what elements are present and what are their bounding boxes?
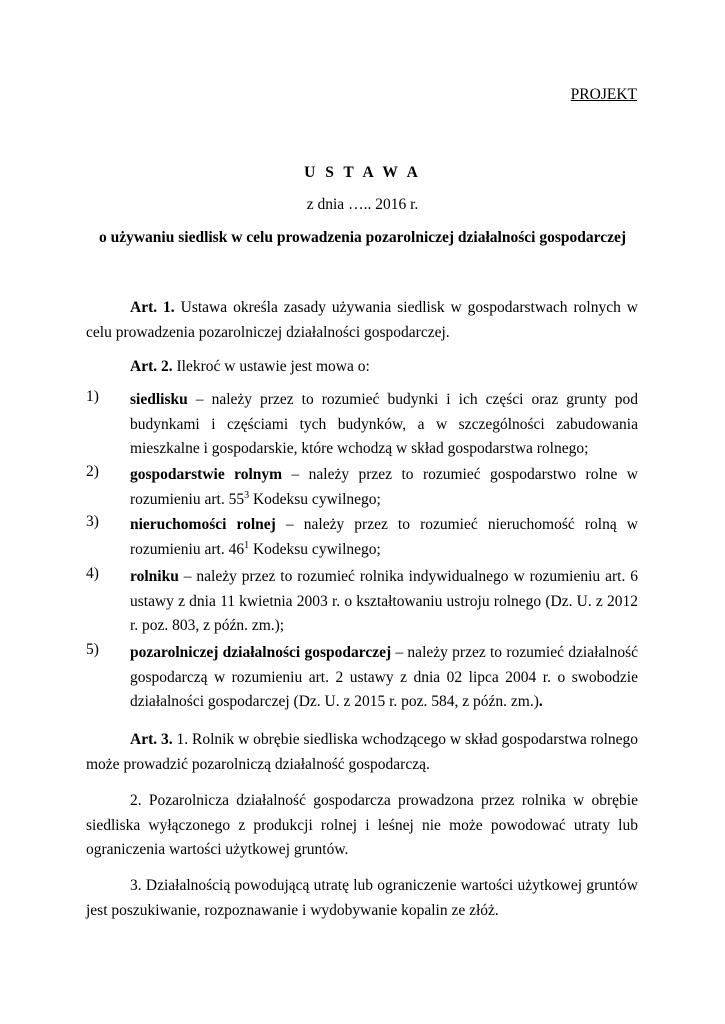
item-body (130, 388, 638, 462)
item-number: 2) (86, 463, 99, 480)
article-2 (86, 355, 638, 380)
item-text-end: . (538, 693, 543, 710)
item-superscript: 1 (244, 539, 250, 551)
article-1-label: Art. 1. (130, 299, 175, 316)
article-3-label-a: Art (130, 731, 154, 748)
item-term: siedlisku (130, 391, 188, 408)
item-superscript: 3 (244, 489, 250, 501)
item-text: – należy przez to rozumieć budynki i ich części oraz grunty pod budynkami i częściami tych budynków, a w szczególności zabudowania mieszkalne i gospodarskie, które wchodzą w skład gospodarstwa rolnego; (130, 391, 638, 457)
item-term: gospodarstwie rolnym (130, 466, 283, 483)
item-number: 3) (86, 513, 99, 530)
article-3-paragraph-1: 1. Rolnik w obrębie siedliska wchodzącego w skład gospodarstwa rolnego może prowadzić pozarolniczą działalność gospodarczą. (86, 731, 639, 773)
projekt-label: PROJEKT (570, 86, 637, 103)
definition-item (86, 388, 638, 462)
item-body (130, 513, 638, 562)
item-body (130, 641, 638, 715)
item-text: – należy przez to rozumieć nieruchomość rolną w rozumieniu art. 46 (130, 516, 638, 558)
item-text-end: Kodeksu cywilnego; (249, 490, 381, 508)
act-subject: o używaniu siedlisk w celu prowadzenia pozarolniczej działalności gospodarczej (98, 229, 626, 246)
item-term: nieruchomości rolnej (130, 516, 276, 533)
article-2-label: Art. 2. (130, 358, 173, 375)
item-text-end: Kodeksu cywilnego; (249, 540, 381, 558)
definition-item (86, 641, 638, 715)
act-title: U S T A W A (304, 164, 421, 181)
article-3-paragraph-3: 3. Działalnością powodującą utratę lub ograniczenie wartości użytkowej gruntów jest poszukiwanie, rozpoznawanie i wydobywanie kopalin ze złóż. (86, 877, 638, 919)
definition-item (86, 463, 638, 512)
item-text: – należy przez to rozumieć działalność gospodarczą w rozumieniu art. 2 ustawy z dnia 02 lipca 2004 r. o swobodzie działalności gospodarczej (Dz. U. z 2015 r. poz. 584, z późn. zm.) (130, 644, 638, 710)
article-3-paragraph-2: 2. Pozarolnicza działalność gospodarcza prowadzona przez rolnika w obrębie siedliska wyłączonego z produkcji rolnej i leśnej nie może powodować utraty lub ograniczenia wartości użytkowej gruntów. (86, 792, 638, 858)
item-number: 4) (86, 565, 99, 582)
item-body (130, 463, 638, 512)
definition-item (86, 513, 638, 562)
article-3 (86, 728, 638, 777)
item-term: pozarolniczej działalności gospodarczej (130, 644, 392, 661)
item-text: – należy przez to rozumieć rolnika indywidualnego w rozumieniu art. 6 ustawy z dnia 11 kwietnia 2003 r. o kształtowaniu ustroju rolnego (Dz. U. z 2012 r. poz. 803, z późn. zm.); (130, 568, 638, 634)
act-date: z dnia ….. 2016 r. (306, 196, 419, 213)
definition-item (86, 565, 638, 639)
item-number: 5) (86, 641, 99, 658)
item-number: 1) (86, 388, 99, 405)
article-2-intro: Ilekroć w ustawie jest mowa o: (176, 358, 370, 375)
article-1 (86, 296, 638, 345)
article-1-text: Ustawa określa zasady używania siedlisk w gospodarstwach rolnych w celu prowadzenia pozarolniczej działalności gospodarczej. (86, 299, 638, 341)
item-text: – należy przez to rozumieć gospodarstwo rolne w rozumieniu art. 55 (130, 466, 638, 508)
item-body (130, 565, 638, 639)
article-3-label-b: . 3. (153, 731, 173, 748)
item-term: rolniku (130, 568, 179, 585)
